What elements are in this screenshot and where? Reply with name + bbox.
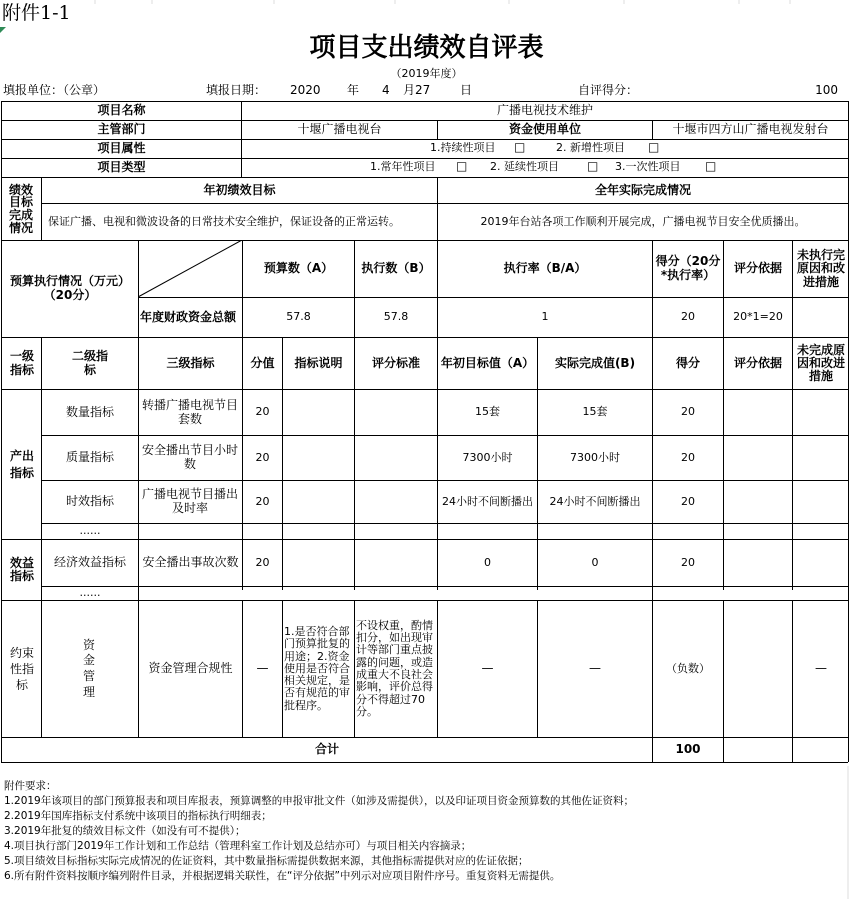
project-name-label: 项目名称 bbox=[97, 103, 146, 118]
constraint-actual: — bbox=[589, 661, 601, 676]
output-indicator-label: 产出指标 bbox=[9, 449, 34, 480]
output-row-3-actual: 24小时不间断播出 bbox=[549, 494, 641, 508]
benefit-target: 0 bbox=[484, 555, 491, 569]
attachment-label: 附件1-1 bbox=[2, 3, 71, 24]
output-row-3-level3: 广播电视节目播出及时率 bbox=[141, 487, 238, 515]
budget-score-value: 20 bbox=[681, 310, 695, 324]
output-row-3-target: 24小时不间断播出 bbox=[442, 494, 533, 508]
budget-row-label: 年度财政资金总额 bbox=[140, 309, 237, 324]
output-row-3-level2: 时效指标 bbox=[65, 494, 114, 509]
output-row-1-score: 20 bbox=[681, 405, 695, 419]
output-row-1-target: 15套 bbox=[475, 405, 500, 419]
output-row-3-score: 20 bbox=[681, 494, 695, 508]
type-checkbox-onetime[interactable]: □ bbox=[705, 160, 717, 173]
constraint-target: — bbox=[481, 661, 494, 676]
note-item-4: 4.项目执行部门2019年工作计划和工作总结（管理科室工作计划及总结亦可）与项目相关内容摘录； bbox=[4, 840, 472, 852]
date-month: 4 bbox=[382, 84, 390, 97]
type-option-annual[interactable]: 1.常年性项目 bbox=[370, 161, 436, 173]
budget-col-score: 得分（20分*执行率） bbox=[655, 254, 721, 282]
date-day-char: 日 bbox=[460, 84, 473, 97]
actual-goal-text: 2019年台站各项工作顺利开展完成，广播电视节目安全优质播出。 bbox=[480, 214, 806, 228]
budget-a-value: 57.8 bbox=[286, 310, 311, 324]
constraint-level2: 资金管理 bbox=[82, 637, 95, 699]
initial-goal-text: 保证广播、电视和微波设备的日常技术安全维护，保证设备的正常运转。 bbox=[48, 214, 400, 228]
output-row-2-level3: 安全播出节目小时数 bbox=[141, 443, 238, 471]
initial-goal-header: 年初绩效目标 bbox=[203, 182, 276, 197]
constraint-indicator-label: 约束性指标 bbox=[9, 645, 34, 693]
benefit-score: 20 bbox=[681, 555, 695, 569]
constraint-points: — bbox=[256, 661, 269, 676]
budget-col-rate: 执行率（B/A） bbox=[503, 261, 587, 276]
output-row-1-actual: 15套 bbox=[582, 405, 608, 419]
page-title: 项目支出绩效自评表 bbox=[309, 33, 544, 64]
note-item-5: 5.项目绩效目标指标实际完成情况的佐证资料，其中数量指标需提供数据来源，其他指标需提供对应的佐证依据； bbox=[4, 855, 529, 867]
user-unit-label: 资金使用单位 bbox=[508, 122, 581, 137]
header-description: 指标说明 bbox=[294, 355, 343, 370]
diagonal-line bbox=[138, 240, 242, 298]
constraint-standard: 不设权重，酌情扣分，如出现审计等部门重点披露的问题，或造成重大不良社会影响，评价总得分不得超过70分。 bbox=[356, 618, 433, 718]
budget-col-basis: 评分依据 bbox=[733, 261, 782, 276]
attr-checkbox-continuing[interactable]: □ bbox=[514, 141, 526, 154]
constraint-description: 1.是否符合部门预算批复的用途；2.资金使用是否符合相关规定，是否有规范的审批程序。 bbox=[284, 624, 350, 712]
header-level1: 一级指标 bbox=[9, 348, 34, 377]
type-option-extended[interactable]: 2. 延续性项目 bbox=[490, 161, 559, 173]
header-basis: 评分依据 bbox=[733, 355, 782, 370]
attr-checkbox-new[interactable]: □ bbox=[648, 141, 660, 154]
benefit-level2: 经济效益指标 bbox=[53, 555, 126, 570]
user-unit-value: 十堰市四方山广播电视发射台 bbox=[672, 122, 829, 137]
budget-rate-value: 1 bbox=[541, 310, 549, 324]
date-label: 填报日期： bbox=[206, 84, 267, 97]
type-checkbox-extended[interactable]: □ bbox=[587, 160, 599, 173]
output-row-3-points: 20 bbox=[255, 494, 270, 508]
header-level2: 二级指标 bbox=[71, 348, 108, 377]
date-year-char: 年 bbox=[347, 84, 360, 97]
budget-col-a: 预算数（A） bbox=[263, 261, 334, 276]
note-item-3: 3.2019年批复的绩效目标文件（如没有可不提供）； bbox=[4, 825, 246, 837]
benefit-ellipsis: …… bbox=[79, 587, 101, 600]
output-row-2-score: 20 bbox=[681, 450, 695, 464]
project-name-value: 广播电视技术维护 bbox=[496, 103, 593, 118]
output-row-1-level3: 转播广播电视节目套数 bbox=[141, 397, 238, 426]
unit-label: 填报单位：（公章） bbox=[3, 84, 106, 97]
attr-option-continuing[interactable]: 1.持续性项目 bbox=[430, 142, 496, 154]
date-year: 2020 bbox=[290, 84, 321, 97]
constraint-score: （负数） bbox=[666, 661, 710, 675]
budget-col-b: 执行数（B） bbox=[361, 261, 431, 276]
self-score-value: 100 bbox=[815, 84, 838, 97]
header-level3: 三级指标 bbox=[166, 355, 215, 370]
header-reason: 未完成原因和改进措施 bbox=[796, 342, 845, 384]
date-day: 月27 bbox=[403, 84, 431, 97]
output-row-2-target: 7300小时 bbox=[462, 450, 513, 464]
dept-label: 主管部门 bbox=[97, 122, 146, 137]
output-row-2-level2: 质量指标 bbox=[65, 450, 114, 465]
note-item-2: 2.2019年国库指标支付系统中该项目的指标执行明细表； bbox=[4, 810, 272, 822]
header-standard: 评分标准 bbox=[371, 355, 420, 370]
output-row-1-level2: 数量指标 bbox=[65, 404, 114, 419]
budget-b-value: 57.8 bbox=[383, 310, 409, 324]
benefit-indicator-label: 效益指标 bbox=[9, 555, 34, 583]
benefit-actual: 0 bbox=[591, 555, 599, 569]
constraint-level3: 资金管理合规性 bbox=[148, 661, 233, 676]
dept-value: 十堰广播电视台 bbox=[297, 122, 382, 137]
type-option-onetime[interactable]: 3.一次性项目 bbox=[615, 161, 681, 173]
header-target: 年初目标值（A） bbox=[440, 355, 535, 370]
year-note: （2019年度） bbox=[390, 66, 463, 80]
note-item-6: 6.所有附件资料按顺序编列附件目录，并根据逻辑关联性，在“评分依据”中列示对应项目附件序号。重复资料无需提供。 bbox=[4, 870, 561, 882]
constraint-reason: — bbox=[815, 661, 827, 676]
total-score: 100 bbox=[675, 742, 701, 757]
notes-title: 附件要求： bbox=[4, 780, 57, 792]
header-actual: 实际完成值(B) bbox=[554, 355, 636, 370]
type-checkbox-annual[interactable]: □ bbox=[456, 160, 468, 173]
header-score: 得分 bbox=[675, 355, 700, 370]
benefit-points: 20 bbox=[255, 555, 270, 569]
header-points: 分值 bbox=[250, 355, 275, 370]
total-label: 合计 bbox=[314, 742, 339, 757]
attr-option-new[interactable]: 2. 新增性项目 bbox=[556, 142, 625, 154]
goals-label: 绩效目标完成情况 bbox=[8, 182, 33, 235]
output-row-1-points: 20 bbox=[255, 405, 270, 419]
actual-goal-header: 全年实际完成情况 bbox=[594, 182, 691, 197]
output-row-2-points: 20 bbox=[255, 450, 270, 464]
benefit-level3: 安全播出事故次数 bbox=[142, 555, 239, 570]
budget-label: 预算执行情况（万元）（20分） bbox=[9, 274, 130, 302]
project-type-label: 项目类型 bbox=[97, 160, 146, 175]
self-score-label: 自评得分： bbox=[578, 84, 639, 97]
budget-basis-value: 20*1=20 bbox=[733, 310, 783, 324]
project-attr-label: 项目属性 bbox=[97, 141, 146, 156]
note-item-1: 1.2019年该项目的部门预算报表和项目库报表，预算调整的申报审批文件（如涉及需提供），以及印证项目资金预算数的其他佐证资料； bbox=[4, 795, 634, 807]
output-ellipsis: …… bbox=[79, 525, 101, 538]
output-row-2-actual: 7300小时 bbox=[570, 450, 620, 464]
budget-col-reason: 未执行完原因和改进措施 bbox=[796, 248, 845, 289]
